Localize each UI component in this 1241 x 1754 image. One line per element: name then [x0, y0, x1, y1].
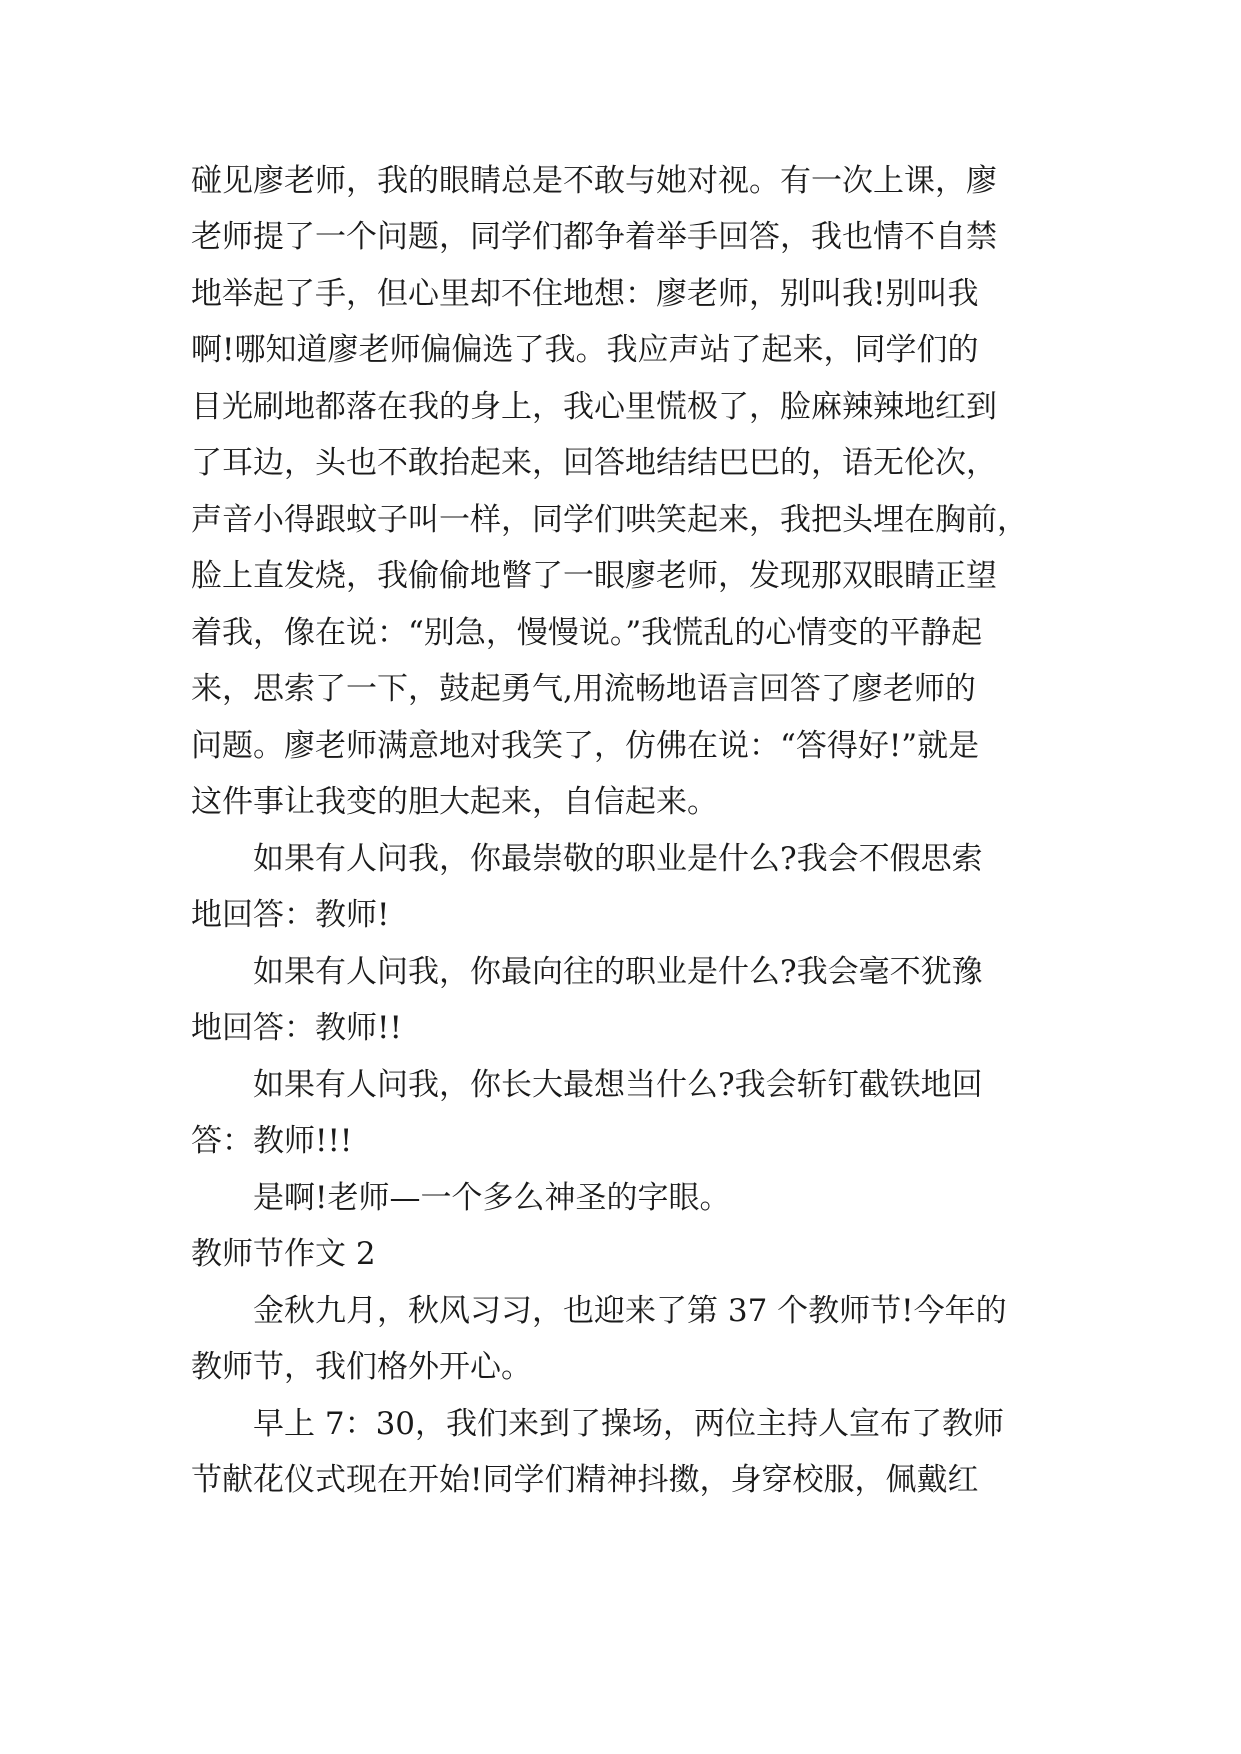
paragraph-first-line: 如果有人问我，你最崇敬的职业是什么?我会不假思索: [253, 841, 983, 877]
body-text-line: 脸上直发烧，我偷偷地瞥了一眼廖老师，发现那双眼睛正望: [191, 558, 997, 594]
paragraph-first-line: 早上 7：30，我们来到了操场，两位主持人宣布了教师: [253, 1406, 1005, 1442]
body-text-line: 教师节，我们格外开心。: [191, 1349, 532, 1385]
body-text-line: 地举起了手，但心里却不住地想：廖老师，别叫我!别叫我: [191, 276, 979, 312]
paragraph-first-line: 是啊!老师—一个多么神圣的字眼。: [253, 1180, 731, 1216]
paragraph-first-line: 如果有人问我，你长大最想当什么?我会斩钉截铁地回: [253, 1067, 983, 1103]
body-text-line: 碰见廖老师，我的眼睛总是不敢与她对视。有一次上课，廖: [191, 163, 997, 199]
body-text-line: 地回答：教师!: [191, 897, 390, 933]
body-text-line: 答：教师!!!: [191, 1123, 353, 1159]
body-text-line: 这件事让我变的胆大起来，自信起来。: [191, 784, 718, 820]
body-text-line: 节献花仪式现在开始!同学们精神抖擞，身穿校服，佩戴红: [191, 1462, 979, 1498]
body-text-line: 问题。廖老师满意地对我笑了，仿佛在说：“答得好!”就是: [191, 728, 980, 764]
paragraph-first-line: 如果有人问我，你最向往的职业是什么?我会毫不犹豫: [253, 954, 983, 990]
body-text-line: 啊!哪知道廖老师偏偏选了我。我应声站了起来，同学们的: [191, 332, 979, 368]
body-text-line: 声音小得跟蚊子叫一样，同学们哄笑起来，我把头埋在胸前，: [191, 502, 1028, 538]
section-heading: 教师节作文 2: [191, 1236, 376, 1272]
body-text-line: 了耳边，头也不敢抬起来，回答地结结巴巴的，语无伦次，: [191, 445, 997, 481]
body-text-line: 目光刷地都落在我的身上，我心里慌极了，脸麻辣辣地红到: [191, 389, 997, 425]
body-text-line: 来，思索了一下，鼓起勇气,用流畅地语言回答了廖老师的: [191, 671, 976, 707]
paragraph-first-line: 金秋九月，秋风习习，也迎来了第 37 个教师节!今年的: [253, 1293, 1007, 1329]
body-text-line: 着我，像在说：“别急，慢慢说。”我慌乱的心情变的平静起: [191, 615, 983, 651]
body-text-line: 老师提了一个问题，同学们都争着举手回答，我也情不自禁: [191, 219, 997, 255]
body-text-line: 地回答：教师!!: [191, 1010, 402, 1046]
